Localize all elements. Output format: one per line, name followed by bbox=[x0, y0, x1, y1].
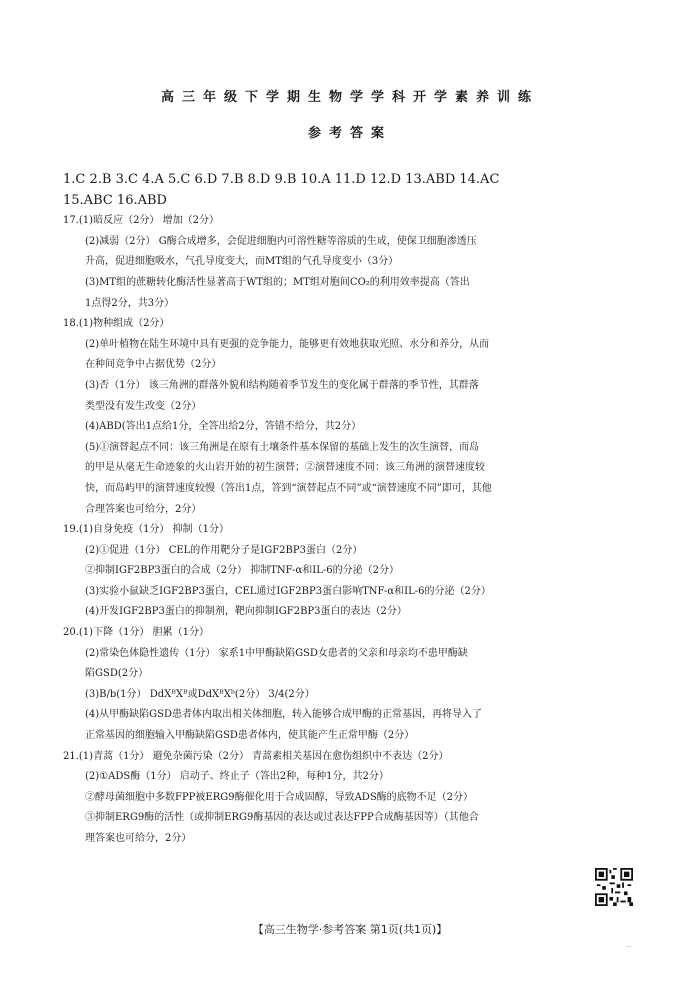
answer-line: (2)①促进（1分） CEL的作用靶分子是IGF2BP3蛋白（2分） bbox=[85, 544, 363, 556]
answer-line: 在种间竞争中占据优势（2分） bbox=[85, 359, 222, 371]
answer-line: (3)B/b(1分） DdXᴮXᴮ或DdXᴮXᵇ(2分） 3/4(2分） bbox=[85, 688, 315, 700]
answer-line: (3)实验小鼠缺乏IGF2BP3蛋白，CEL通过IGF2BP3蛋白影响TNF-α和IL-6的分泌（2分） bbox=[85, 585, 491, 597]
answer-line: (2)单叶植物在陆生环境中具有更强的竞争能力，能够更有效地获取光照、水分和养分，从而 bbox=[85, 338, 490, 350]
answer-line: 19.(1)自身免疫（1分） 抑制（1分） bbox=[63, 524, 229, 536]
answer-line: (4)ABD(答出1点给1分，全答出给2分，答错不给分，共2分） bbox=[85, 421, 362, 433]
answer-line: 21.(1)青蒿（1分） 避免杂菌污染（2分） 青蒿素相关基因在愈伤组织中不表达（2分） bbox=[63, 750, 449, 762]
page-subtitle: 参考答案 bbox=[307, 126, 392, 141]
answer-line: ②抑制IGF2BP3蛋白的合成（2分） 抑制TNF-α和IL-6的分泌（2分） bbox=[85, 565, 399, 577]
page-footer: 【高三生物学·参考答案 第1页(共1页)】 bbox=[252, 923, 448, 936]
answer-line: (4)开发IGF2BP3蛋白的抑制剂，靶向抑制IGF2BP3蛋白的表达（2分） bbox=[85, 606, 407, 618]
answer-line: (2)常染色体隐性遗传（1分） 家系1中甲酶缺陷GSD女患者的父亲和母亲均不患甲酶缺 bbox=[85, 647, 468, 659]
answer-line: (5)①演替起点不同：该三角洲是在原有土壤条件基本保留的基础上发生的次生演替，而岛 bbox=[85, 441, 480, 453]
answer-line: 1点得2分，共3分） bbox=[85, 297, 175, 309]
answer-line: 理答案也可给分，2分） bbox=[85, 833, 192, 844]
answer-line: 20.(1)下降（1分） 胆累（1分） bbox=[63, 627, 209, 639]
answer-line: 陷GSD(2分） bbox=[85, 668, 149, 680]
answer-line: 类型没有发生改变（2分） bbox=[85, 400, 202, 412]
corner-mark: ... bbox=[626, 942, 632, 949]
answer-line: ②酵母菌细胞中多数FPP被ERG9酶催化用于合成固醇，导致ADS酶的底物不足（2分） bbox=[85, 791, 474, 803]
answer-line: 快，而岛屿甲的演替速度较慢（答出1点，答到“演替起点不同”或“演替速度不同”即可，其他 bbox=[85, 482, 492, 494]
answer-line: (2)①ADS酶（1分） 启动子、终止子（答出2种，每种1分，共2分） bbox=[85, 771, 389, 783]
answer-line: (4)从甲酶缺陷GSD患者体内取出相关体细胞，转入能够合成甲酶的正常基因，再将导入了 bbox=[85, 709, 483, 721]
answer-line: 正常基因的细胞输入甲酶缺陷GSD患者体内，使其能产生正常甲酶（2分） bbox=[85, 730, 415, 742]
answer-line: 17.(1)暗反应（2分） 增加（2分） bbox=[63, 215, 219, 227]
answer-line: (3)否（1分） 该三角洲的群落外貌和结构随着季节发生的变化属于群落的季节性，其群落 bbox=[85, 379, 479, 391]
page-title: 高三年级下学期生物学学科开学素养训练 bbox=[160, 90, 539, 105]
answer-line: 15.ABC 16.ABD bbox=[63, 192, 167, 208]
answer-line: (3)MT组的蔗糖转化酶活性显著高于WT组的；MT组对胞间CO₂的利用效率提高（答出 bbox=[85, 276, 470, 288]
answer-list bbox=[63, 170, 638, 850]
answer-line: (2)减弱（2分） G酶合成增多，会促进细胞内可溶性糖等溶质的生成，使保卫细胞渗透压 bbox=[85, 235, 477, 247]
qr-code bbox=[595, 868, 633, 906]
answer-line: 1.C 2.B 3.C 4.A 5.C 6.D 7.B 8.D 9.B 10.A 11.D 12.D 13.ABD 14.AC bbox=[63, 172, 500, 187]
answer-line: 升高，促进细胞吸水，气孔导度变大，而MT组的气孔导度变小（3分） bbox=[85, 256, 399, 268]
answer-line: 合理答案也可给分，2分） bbox=[85, 503, 202, 515]
answer-line: 的甲是从毫无生命迹象的火山岩开始的初生演替；②演替速度不同：该三角洲的演替速度较 bbox=[85, 462, 485, 474]
answer-line: 18.(1)物种组成（2分） bbox=[63, 318, 170, 330]
answer-line: ③抑制ERG9酶的活性（或抑制ERG9酶基因的表达或过表达FPP合成酶基因等）（其他合 bbox=[85, 812, 479, 824]
